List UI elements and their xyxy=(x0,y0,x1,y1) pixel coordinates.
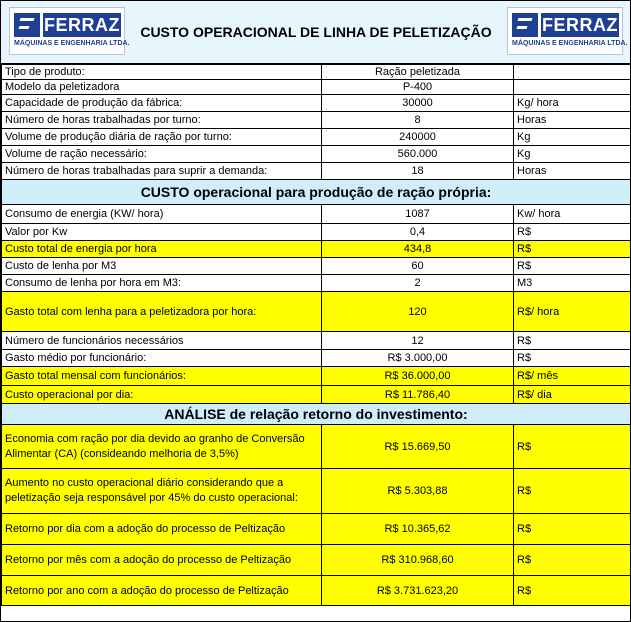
ferraz-logo-left xyxy=(9,7,130,55)
row-label[interactable]: Custo operacional por dia: xyxy=(2,386,322,404)
row-value[interactable]: Ração peletizada xyxy=(322,65,514,80)
row-unit[interactable]: R$ xyxy=(514,576,631,606)
row-label[interactable]: Tipo de produto: xyxy=(2,65,322,80)
row-unit[interactable]: Horas xyxy=(514,163,631,180)
table-row xyxy=(2,65,631,80)
ferraz-logo-right xyxy=(507,7,628,55)
row-value[interactable]: 1087 xyxy=(322,205,514,224)
row-label[interactable]: Gasto total com lenha para a peletizadora por hora: xyxy=(2,292,322,332)
row-label[interactable]: Valor por Kw xyxy=(2,224,322,241)
row-label[interactable]: Consumo de lenha por hora em M3: xyxy=(2,275,322,292)
row-value[interactable]: P-400 xyxy=(322,80,514,95)
logo-tagline: MÁQUINAS E ENGENHARIA LTDA. xyxy=(14,40,130,47)
row-label[interactable]: Economia com ração por dia devido ao granho de Conversão Alimentar (CA) (consideando melhoria de 3,5%) xyxy=(2,425,322,469)
row-value[interactable]: R$ 3.000,00 xyxy=(322,350,514,367)
row-unit[interactable]: Kw/ hora xyxy=(514,205,631,224)
table-row xyxy=(2,275,631,292)
row-value[interactable]: R$ 36.000,00 xyxy=(322,367,514,386)
row-unit[interactable]: Kg/ hora xyxy=(514,95,631,112)
cost-table xyxy=(1,64,631,606)
row-label[interactable]: Capacidade de produção da fábrica: xyxy=(2,95,322,112)
row-label[interactable]: Volume de ração necessário: xyxy=(2,146,322,163)
logo-wordmark: FERRAZ xyxy=(44,15,120,35)
table-row-highlighted xyxy=(2,469,631,514)
table-row xyxy=(2,350,631,367)
ferraz-logo-mark-icon xyxy=(512,13,538,37)
row-value[interactable]: 120 xyxy=(322,292,514,332)
row-unit[interactable]: M3 xyxy=(514,275,631,292)
row-label[interactable]: Número de funcionários necessários xyxy=(2,332,322,350)
logo-tagline: MÁQUINAS E ENGENHARIA LTDA. xyxy=(512,40,628,47)
table-row xyxy=(2,95,631,112)
row-unit[interactable]: R$/ mês xyxy=(514,367,631,386)
row-unit[interactable]: Kg xyxy=(514,146,631,163)
ferraz-logo-mark-icon xyxy=(14,13,40,37)
table-row-highlighted xyxy=(2,545,631,576)
logo-wordmark: FERRAZ xyxy=(542,15,618,35)
row-label[interactable]: Número de horas trabalhadas para suprir a demanda: xyxy=(2,163,322,180)
table-row-highlighted xyxy=(2,367,631,386)
table-row xyxy=(2,163,631,180)
row-unit[interactable]: R$ xyxy=(514,514,631,545)
section-header-row xyxy=(2,404,631,425)
row-value[interactable]: R$ 10.365,62 xyxy=(322,514,514,545)
section-header-row xyxy=(2,180,631,205)
row-value[interactable]: 30000 xyxy=(322,95,514,112)
row-value[interactable]: 12 xyxy=(322,332,514,350)
row-value[interactable]: R$ 11.786,40 xyxy=(322,386,514,404)
page-title: CUSTO OPERACIONAL DE LINHA DE PELETIZAÇÃO xyxy=(140,24,492,40)
row-label[interactable]: Custo total de energia por hora xyxy=(2,241,322,258)
section-title-cost[interactable]: CUSTO operacional para produção de ração própria: xyxy=(2,180,631,205)
row-value[interactable]: 60 xyxy=(322,258,514,275)
row-value[interactable]: 240000 xyxy=(322,129,514,146)
row-label[interactable]: Retorno por dia com a adoção do processo de Peltização xyxy=(2,514,322,545)
row-unit[interactable]: R$ xyxy=(514,224,631,241)
row-label[interactable]: Modelo da peletizadora xyxy=(2,80,322,95)
row-value[interactable]: 8 xyxy=(322,112,514,129)
row-value[interactable]: 434,8 xyxy=(322,241,514,258)
row-unit[interactable]: Kg xyxy=(514,129,631,146)
table-row-highlighted xyxy=(2,576,631,606)
row-value[interactable]: 2 xyxy=(322,275,514,292)
row-label[interactable]: Aumento no custo operacional diário considerando que a peletização seja responsável por 45% do custo operacional: xyxy=(2,469,322,514)
row-unit[interactable]: R$ xyxy=(514,350,631,367)
table-row-highlighted xyxy=(2,292,631,332)
row-label[interactable]: Gasto total mensal com funcionários: xyxy=(2,367,322,386)
table-row-highlighted xyxy=(2,241,631,258)
table-row xyxy=(2,205,631,224)
row-value[interactable]: R$ 5.303,88 xyxy=(322,469,514,514)
row-unit[interactable]: R$/ dia xyxy=(514,386,631,404)
row-label[interactable]: Número de horas trabalhadas por turno: xyxy=(2,112,322,129)
row-value[interactable]: R$ 310.968,60 xyxy=(322,545,514,576)
header-banner xyxy=(1,1,630,64)
row-label[interactable]: Gasto médio por funcionário: xyxy=(2,350,322,367)
section-title-analysis[interactable]: ANÁLISE de relação retorno do investimento: xyxy=(2,404,631,425)
table-row xyxy=(2,332,631,350)
table-row-highlighted xyxy=(2,514,631,545)
row-label[interactable]: Consumo de energia (KW/ hora) xyxy=(2,205,322,224)
table-row xyxy=(2,224,631,241)
row-unit[interactable]: Horas xyxy=(514,112,631,129)
row-label[interactable]: Volume de produção diária de ração por turno: xyxy=(2,129,322,146)
row-value[interactable]: R$ 3.731.623,20 xyxy=(322,576,514,606)
row-unit[interactable]: R$/ hora xyxy=(514,292,631,332)
row-unit[interactable]: R$ xyxy=(514,469,631,514)
row-unit[interactable] xyxy=(514,80,631,95)
row-unit[interactable]: R$ xyxy=(514,425,631,469)
table-row-highlighted xyxy=(2,425,631,469)
row-value[interactable]: 18 xyxy=(322,163,514,180)
table-row-highlighted xyxy=(2,386,631,404)
row-unit[interactable]: R$ xyxy=(514,241,631,258)
row-unit[interactable]: R$ xyxy=(514,258,631,275)
row-unit[interactable]: R$ xyxy=(514,545,631,576)
row-label[interactable]: Retorno por mês com a adoção do processo de Peltização xyxy=(2,545,322,576)
table-row xyxy=(2,146,631,163)
table-row xyxy=(2,80,631,95)
row-value[interactable]: 560.000 xyxy=(322,146,514,163)
table-row xyxy=(2,129,631,146)
table-row xyxy=(2,112,631,129)
row-value[interactable]: R$ 15.669,50 xyxy=(322,425,514,469)
row-unit[interactable]: R$ xyxy=(514,332,631,350)
row-unit[interactable] xyxy=(514,65,631,80)
row-label[interactable]: Retorno por ano com a adoção do processo de Peltização xyxy=(2,576,322,606)
row-value[interactable]: 0,4 xyxy=(322,224,514,241)
table-row xyxy=(2,258,631,275)
row-label[interactable]: Custo de lenha por M3 xyxy=(2,258,322,275)
